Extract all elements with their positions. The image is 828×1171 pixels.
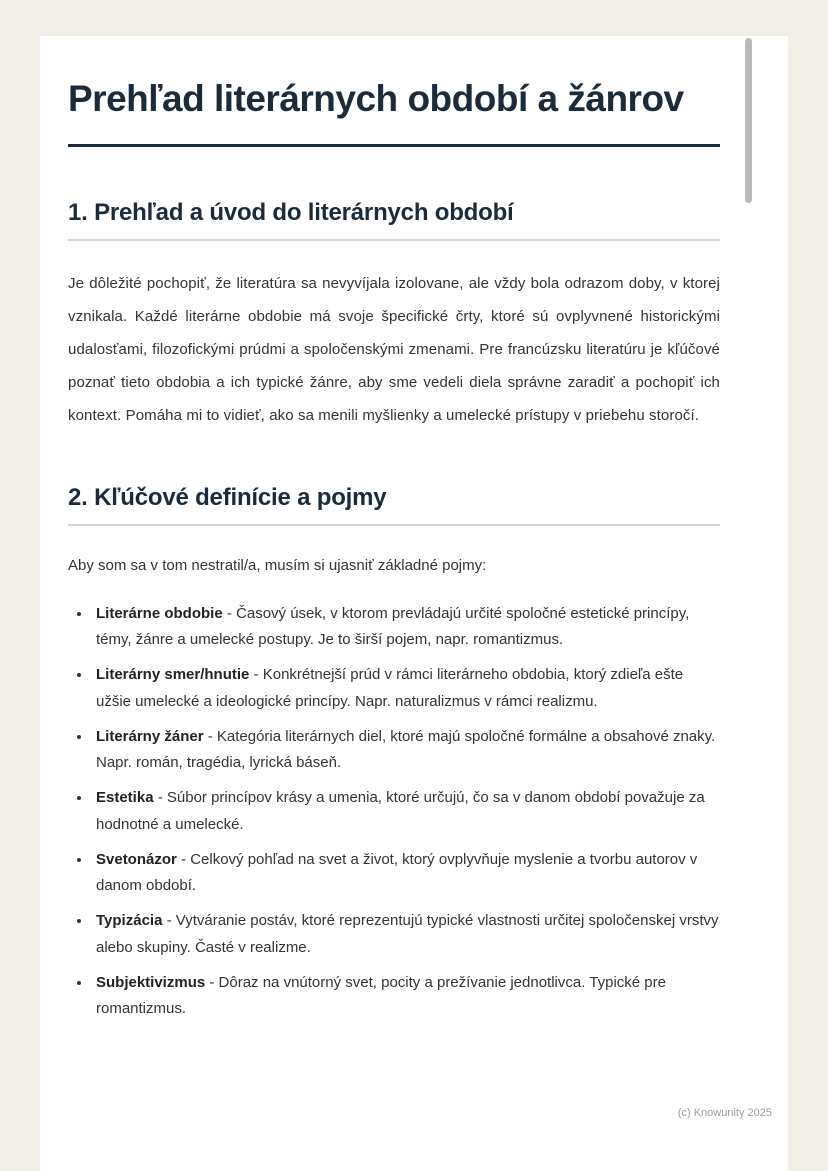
section-2-divider: [68, 524, 720, 526]
term-label: Literárny žáner: [96, 727, 204, 745]
term-definition: - Dôraz na vnútorný svet, pocity a prežívanie jednotlivca. Typické pre romantizmus.: [96, 973, 666, 1018]
section-1-paragraph: Je dôležité pochopiť, že literatúra sa nevyvíjala izolovane, ale vždy bola odrazom doby, v ktorej vznikala. Každé literárne obdobie má svoje špecifické črty, ktoré sú ovplyvnené historickými udalosťami, filozofickými prúdmi a spoločenskými zmenami. Pre francúzsku literatúru je kľúčové poznať tieto obdobia a ich typické žánre, aby sme vedeli diela správne zaradiť a pochopiť ich kontext. Pomáha mi to vidieť, ako sa menili myšlienky a umelecké prístupy v priebehu storočí.: [68, 274, 720, 424]
title-divider: [68, 144, 720, 147]
term-definition: - Časový úsek, v ktorom prevládajú určité spoločné estetické princípy, témy, žánre a umelecké postupy. Je to širší pojem, napr. romantizmus.: [96, 604, 690, 649]
term-label: Estetika: [96, 789, 154, 807]
section-2-heading: 2. Kľúčové definície a pojmy: [68, 483, 387, 511]
list-item: [92, 601, 720, 654]
term-label: Literárne obdobie: [96, 604, 223, 622]
section-definitions: [68, 484, 720, 1023]
copyright-footer: (c) Knowunity 2025: [677, 1107, 772, 1119]
term-label: Svetonázor: [96, 850, 177, 868]
term-label: Subjektivizmus: [96, 973, 206, 991]
section-2-intro: Aby som sa v tom nestratil/a, musím si ujasniť základné pojmy:: [68, 556, 487, 574]
list-item: [92, 908, 720, 961]
term-definition: - Celkový pohľad na svet a život, ktorý ovplyvňuje myslenie a tvorbu autorov v danom období.: [96, 850, 698, 895]
list-item: [92, 785, 720, 838]
term-definition: - Kategória literárnych diel, ktoré majú spoločné formálne a obsahové znaky. Napr. román, tragédia, lyrická báseň.: [96, 727, 716, 772]
term-definition: - Vytváranie postáv, ktoré reprezentujú typické vlastnosti určitej spoločenskej vrstvy alebo skupiny. Časté v realizme.: [96, 912, 719, 956]
section-overview: [68, 199, 720, 432]
list-item: [92, 970, 720, 1023]
term-label: Literárny smer/hnutie: [96, 666, 250, 684]
document-page: [40, 36, 788, 1171]
term-definition: - Konkrétnejší prúd v rámci literárneho obdobia, ktorý zdieľa ešte užšie umelecké a ideologické princípy. Napr. naturalizmus v rámci realizmu.: [96, 666, 684, 710]
page-title: Prehľad literárnych období a žánrov: [68, 78, 684, 119]
list-item: [92, 847, 720, 900]
scrollbar-thumb[interactable]: [745, 38, 752, 203]
section-1-divider: [68, 239, 720, 241]
term-definition: - Súbor princípov krásy a umenia, ktoré určujú, čo sa v danom období považuje za hodnotné a umelecké.: [96, 789, 705, 833]
list-item: [92, 724, 720, 777]
section-1-heading: 1. Prehľad a úvod do literárnych období: [68, 198, 514, 226]
definitions-list: [68, 601, 720, 1023]
term-label: Typizácia: [96, 912, 163, 930]
list-item: [92, 662, 720, 715]
